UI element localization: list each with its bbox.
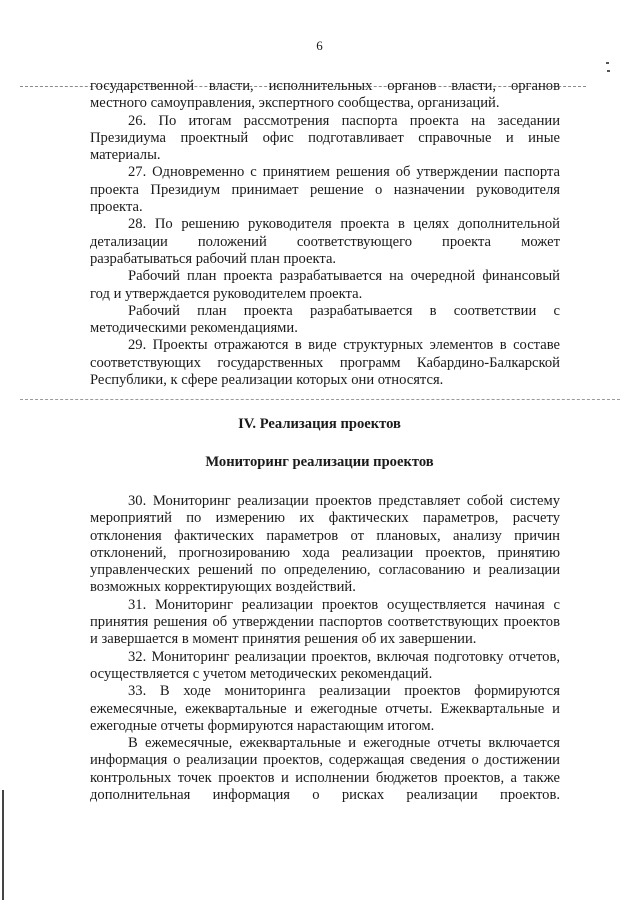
paragraph-28: 28. По решению руководителя проекта в целях дополнительной детализации положений соответствующего проекта может разрабатываться рабочий план проекта.	[90, 216, 560, 267]
section-heading: IV. Реализация проектов	[238, 416, 401, 432]
paragraph-31: 31. Мониторинг реализации проектов осуществляется начиная с принятия решения об утверждении паспортов соответствующих проектов и завершается в момент принятия решения об их завершении.	[90, 596, 560, 648]
section-divider	[20, 399, 620, 400]
paragraph-29: 29. Проекты отражаются в виде структурных элементов в составе соответствующих государственных программ Кабардино-Балкарской Республики, к сфере реализации которых они относятся.	[90, 337, 560, 389]
paragraph-32: 32. Мониторинг реализации проектов, включая подготовку отчетов, осуществляется с учетом методических рекомендаций.	[90, 648, 560, 682]
paragraph-work-plan-year: Рабочий план проекта разрабатывается на очередной финансовый год и утверждается руководителем проекта.	[90, 268, 560, 302]
paragraph-reports-content: В ежемесячные, ежеквартальные и ежегодные отчеты включается информация о реализации проектов, содержащая сведения о достижении контрольных точек проектов и исполнении бюджетов проектов, а также дополнительная информация о рисках реализации проектов.	[90, 735, 560, 804]
paragraph-27: 27. Одновременно с принятием решения об утверждении паспорта проекта Президиум принимает решение о назначении руководителя проекта.	[90, 164, 560, 216]
paragraph-continuation: государственной власти, исполнительных органов власти, органов местного самоуправления, экспертного сообщества, организаций.	[90, 78, 560, 112]
subsection-heading: Мониторинг реализации проектов	[205, 454, 434, 470]
paragraph-30: 30. Мониторинг реализации проектов представляет собой систему мероприятий по измерению их фактических параметров, расчету отклонения фактических параметров от плановых, анализу причин отклонений, прогнозированию хода реализации проектов, принятию управленческих решений по определению, согласованию и реализации возможных корректирующих воздействий.	[90, 493, 560, 596]
page-number: 6	[316, 38, 323, 53]
paragraph-26: 26. По итогам рассмотрения паспорта проекта на заседании Президиума проектный офис подготавливает справочные и иные материалы.	[90, 112, 560, 164]
paragraph-work-plan-methods: Рабочий план проекта разрабатывается в соответствии с методическими рекомендациями.	[90, 302, 560, 337]
scan-mark	[606, 62, 609, 64]
paragraph-33: 33. В ходе мониторинга реализации проектов формируются ежемесячные, ежеквартальные и ежегодные отчеты. Ежеквартальные и ежегодные отчеты формируются нарастающим итогом.	[90, 683, 560, 734]
text-block-top	[90, 78, 560, 389]
text-block-bottom	[90, 493, 560, 804]
scan-mark	[607, 70, 610, 72]
scan-edge-mark	[2, 790, 4, 900]
